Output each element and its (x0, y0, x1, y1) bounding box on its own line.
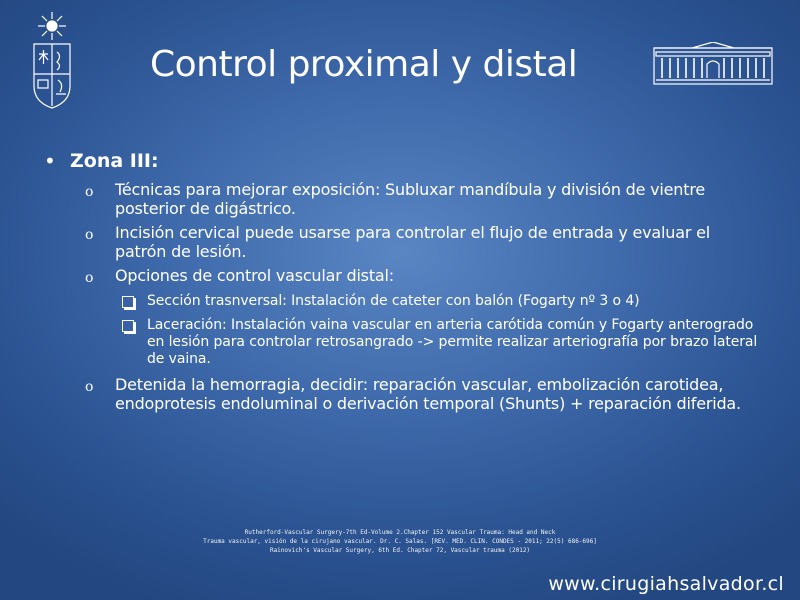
sub-bullet-list (44, 180, 764, 413)
checkbox-bullet-icon (122, 320, 134, 332)
nested-list-item (122, 317, 764, 368)
list-item-text: Opciones de control vascular distal: (115, 266, 394, 285)
nested-list-item (122, 293, 764, 310)
circle-bullet-icon: o (85, 227, 94, 243)
nested-list (85, 293, 764, 368)
bullet-dot-icon: • (44, 149, 56, 173)
list-item-text: Detenida la hemorragia, decidir: reparación vascular, embolización carotidea, endoprotesis endoluminal o derivación temporal (Shunts) + reparación diferida. (115, 375, 741, 413)
list-item (85, 375, 764, 413)
reference-line: Rutherford-Vascular Surgery-7th Ed-Volume 2.Chapter 152 Vascular Trauma: Head and Neck (244, 529, 556, 536)
list-item-text: Técnicas para mejorar exposición: Subluxar mandíbula y división de vientre posterior de digástrico. (115, 180, 705, 218)
checkbox-bullet-icon (122, 296, 134, 308)
list-item (85, 180, 764, 218)
website-url: www.cirugiahsalvador.cl (548, 573, 784, 595)
list-item (85, 266, 764, 368)
nested-list-item-text: Sección trasnversal: Instalación de cateter con balón (Fogarty nº 3 o 4) (147, 293, 640, 309)
list-item-row (85, 266, 764, 289)
hospital-building-icon (652, 42, 774, 88)
circle-bullet-icon: o (85, 184, 94, 200)
nested-list-item-text: Laceración: Instalación vaina vascular en arteria carótida común y Fogarty anterogrado en lesión para controlar retrosangrado -> permite realizar arteriografía por brazo lateral de vaina. (147, 317, 758, 367)
bullet-heading: Zona III: (70, 150, 159, 172)
list-item-text: Incisión cervical puede usarse para controlar el flujo de entrada y evaluar el patrón de lesión. (115, 223, 710, 261)
slide-title: Control proximal y distal (150, 44, 578, 85)
circle-bullet-icon: o (85, 379, 94, 395)
university-crest-icon (24, 10, 80, 110)
reference-line: Rainovich's Vascular Surgery, 6th Ed. Chapter 72, Vascular trauma (2012) (269, 547, 531, 554)
references (150, 528, 650, 555)
slide-content (44, 148, 764, 418)
reference-line: Trauma vascular, visión de la cirujano vascular. Dr. C. Salas. [REV. MED. CLIN. CONDES - 2011; 22(5) 686-696] (203, 538, 597, 545)
list-item (85, 223, 764, 261)
circle-bullet-icon: o (85, 270, 94, 286)
bullet-zona-iii (44, 148, 764, 174)
